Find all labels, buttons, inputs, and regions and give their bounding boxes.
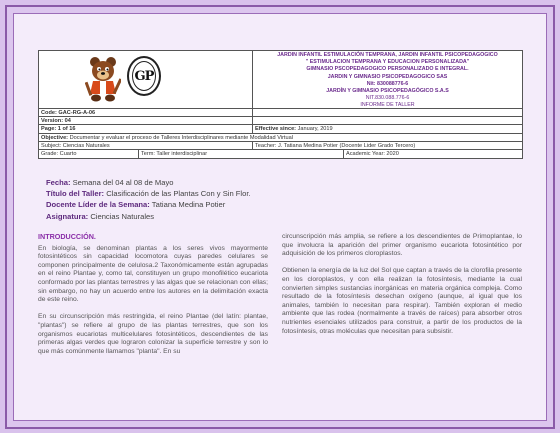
header-line: Nit: 830088776-6 [366, 80, 409, 87]
date-label: Fecha: [46, 178, 71, 187]
gp-circle-logo [127, 56, 161, 96]
header-line: JARDÍN Y GIMNASIO PSICOPEDAGÓGICO S.A.S [326, 88, 449, 95]
effective-label: Effective since: [255, 126, 297, 133]
report-title: INFORME DE TALLER [360, 102, 415, 109]
effective-date-cell [253, 125, 522, 132]
subject-row [39, 142, 522, 150]
teacher-value: Tatiana Medina Potier [149, 200, 226, 210]
header-logo-cell [39, 51, 253, 108]
bear-mascot-logo [85, 54, 121, 104]
header-line: JARDIN Y GIMNASIO PSICOPEDAGOGICO SAS [327, 73, 448, 80]
subject-label: Asignatura: [46, 211, 89, 221]
version-row-empty [253, 117, 522, 124]
info-teacher [46, 199, 251, 210]
version-row [39, 117, 522, 125]
code-cell: Code: GAC-RG-A-06 [39, 109, 253, 116]
subject-cell: Subject: Ciencias Naturales [39, 142, 253, 149]
page-number-cell: Page: 1 of 16 [39, 125, 253, 132]
left-paragraph-2: En su circunscripción más restringida, el reino Plantae (del latín: plantae, "plantas") se refiere al grupo de las plantas terrestres, que son los organismos eucariotas multicelulares fotosintéticos, descendientes de las primeras algas verdes que lograron colonizar la superficie terrestre y son lo que más comúnmente llamamos "planta". En su [38, 313, 268, 355]
document-header-table [38, 50, 523, 159]
header-top-row [39, 51, 522, 109]
gp-logo-text: GP [132, 61, 156, 91]
page-row [39, 125, 522, 133]
objective-value: Documentar y evaluar el proceso de Talleres Interdisciplinares mediante Modalidad Virtual [68, 134, 293, 141]
title-label: Título del Taller: [46, 189, 105, 199]
left-text-column [38, 233, 268, 365]
right-paragraph-1: circunscripción más amplia, se refiere a los descendientes de Primoplantae, lo que involucra la aparición del primer organismo eucariota fotosintético por adquisición de los primeros cloroplastos. [282, 233, 522, 258]
institution-name-block [253, 51, 522, 108]
date-value: Semana del 04 al 08 de Mayo [70, 178, 174, 187]
objective-cell [39, 134, 522, 141]
objective-label: Objective: [41, 134, 69, 141]
info-title [46, 188, 251, 199]
header-line: NIT.830.088.776-6 [365, 95, 410, 102]
academic-year-cell: Academic Year: 2020 [346, 150, 399, 157]
header-line: " ESTIMULACION TEMPRANA Y EDUCACION PERSONALIZADA" [305, 59, 470, 66]
effective-value: January, 2019 [296, 126, 333, 133]
objective-row [39, 134, 522, 142]
code-row-empty [253, 109, 522, 116]
info-subject [46, 211, 251, 222]
grade-cell: Grade: Cuarto [39, 150, 139, 158]
title-value: Clasificación de las Plantas Con y Sin Flor. [104, 189, 251, 199]
right-paragraph-2: Obtienen la energía de la luz del Sol que captan a través de la clorofila presente en los cloroplastos, y con ella realizan la fotosíntesis, mediante la cual convierten simples sustancias inorgánicas en materia orgánica compleja. Como resultado de la fotosíntesis desechan oxígeno (aunque, al igual que los animales, también lo necesitan para respirar). También exploran el medio ambiente que las rodea (normalmente a través de raíces) para absorber otros nutrientes esenciales utilizados para construir, a partir de los productos de la fotosíntesis, otras moléculas que necesitan para subsistir. [282, 267, 522, 335]
header-line: GIMNASIO PSCOPEDAGOGICO PERSONALIZADO E INTEGRAL. [306, 66, 469, 73]
grade-row [39, 150, 522, 158]
header-line: JARDIN INFANTIL ESTIMULACIÓN TEMPRANA, JARDIN INFANTIL PSICOPEDAGOGICO [277, 52, 498, 58]
teacher-label: Docente Líder de la Semana: [46, 200, 150, 210]
code-row [39, 109, 522, 117]
teacher-cell: Teacher: J. Tatiana Medina Potier (Docente Lider Grado Tercero) [255, 142, 416, 149]
intro-heading: INTRODUCCIÓN. [38, 232, 96, 241]
right-text-column [282, 233, 522, 345]
version-cell: Version: 04 [39, 117, 253, 124]
workshop-info-block [46, 177, 251, 222]
left-paragraph-1: En biología, se denominan plantas a los seres vivos mayormente fotosintéticos sin capacidad locomotora cuyas paredes celulares se componen principalmente de celulosa.2 Taxonómicamente están agrupadas en el reino Plantae y, como tal, constituyen un grupo monofilético eucariota conformado por las plantas terrestres y las algas que se relacionan con ellas; sin embargo, no hay un acuerdo entre los autores en la delimitación exacta de este reino. [38, 244, 268, 304]
term-cell: Term: Taller interdisciplinar [139, 150, 344, 158]
subject-value: Ciencias Naturales [88, 211, 155, 221]
info-date [46, 177, 251, 188]
